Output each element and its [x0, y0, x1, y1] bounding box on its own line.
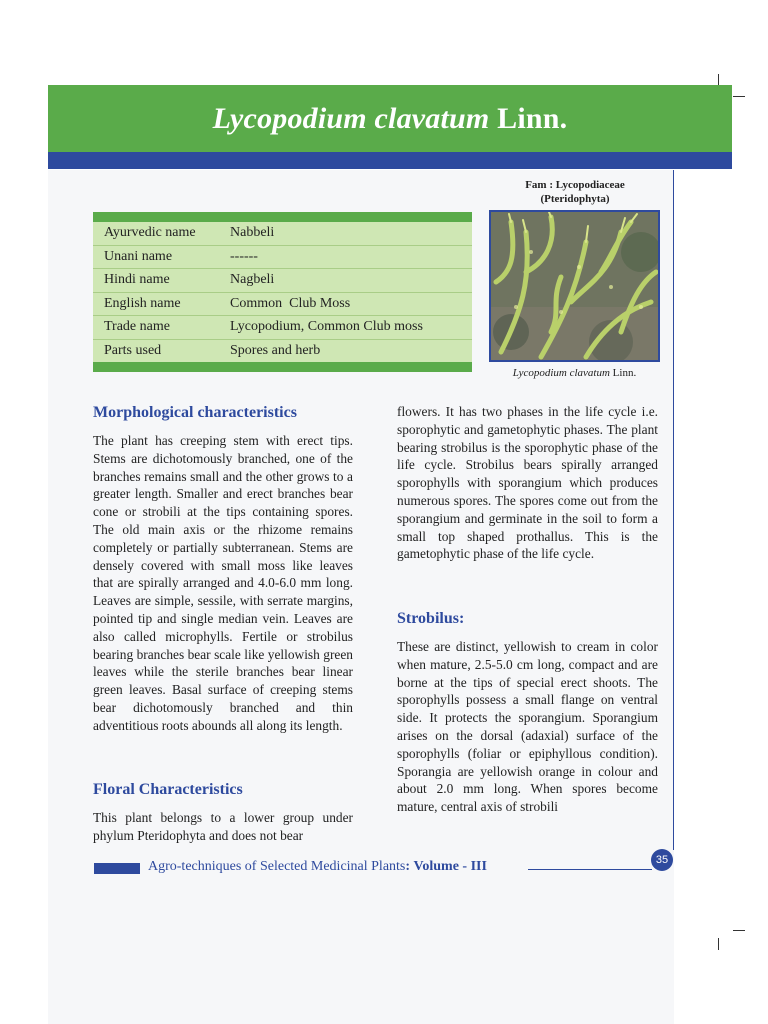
page-title: [213, 102, 568, 136]
table-row: [93, 246, 472, 270]
table-label: Parts used: [104, 342, 162, 358]
table-label: Hindi name: [104, 272, 170, 288]
caption-species: Lycopodium clavatum: [512, 367, 610, 379]
photo-caption: [489, 367, 660, 379]
table-row: [93, 222, 472, 246]
title-author: Linn.: [497, 102, 568, 135]
table-row: [93, 269, 472, 293]
footer-volume: Volume - III: [413, 859, 487, 874]
table-value: Nagbeli: [230, 272, 275, 288]
morphological-text: The plant has creeping stem with erect tips. Stems are dichotomously branched, one of the branches remains small and the other grows to a greater length. Smaller and erect branches bear cone or strobili at the tips containing spores. The old main axis or the rhizome remains completely or partially subterranean. Stems are densely covered with small moss like leaves that are spirally arranged and 4.0-6.0 mm long. Leaves are simple, sessile, with serrate margins, pointed tip and single median vein. Leaves are also called microphylls. Fertile or strobilus bearing branches bear scale like yellowish green leaves while the sterile branches bear linear green leaves. Basal surface of creeping stems bear dichotomously branched and thin adventitious roots abounds all along its length.: [93, 433, 353, 733]
morphological-heading: Morphological characteristics: [93, 404, 297, 421]
floral-heading: Floral Characteristics: [93, 781, 243, 798]
club-moss-image: [491, 212, 658, 360]
table-row: [93, 340, 472, 363]
title-species: Lycopodium clavatum: [212, 102, 490, 135]
table-label: Ayurvedic name: [104, 225, 196, 241]
title-underline-band: [48, 152, 732, 169]
page-number: 35: [651, 849, 673, 871]
table-row: [93, 293, 472, 317]
floral-text-continued: flowers. It has two phases in the life cycle i.e. sporophytic and gametophytic phases. The plant bearing strobilus is the sporophytic phase of the life cycle. Strobilus bears spirally arranged sporophylls with sporangium which produces numerous spores. The spores come out from the sporangium and germinate in the soil to form a small top shaped prothallus. This is the gametophytic phase of the life cycle.: [397, 404, 658, 562]
family-name: Fam : Lycopodiaceae: [525, 179, 625, 191]
footer-bar: [94, 863, 140, 874]
strobilus-heading: Strobilus:: [397, 610, 465, 627]
table-row: [93, 316, 472, 340]
family-label: [490, 178, 660, 206]
table-label: Trade name: [104, 319, 170, 335]
table-label: Unani name: [104, 248, 173, 264]
table-value: ------: [230, 248, 258, 264]
right-margin-rule: [673, 170, 674, 850]
strobilus-text: These are distinct, yellowish to cream in color when mature, 2.5-5.0 cm long, compact and are borne at the tips of special erect shoots. The sporophylls possess a small flange on ventral side. It protects the sporangium. Sporangium arises on the dorsal (adaxial) surface of the sporophylls (foliar or epiphyllous condition). Sporangia are yellowish orange in colour and about 2.0 mm long. When spores become mature, central axis of strobili: [397, 639, 658, 815]
footer-rule: [528, 869, 652, 870]
table-label: English name: [104, 295, 181, 311]
footer-series-title: Agro-techniques of Selected Medicinal Plants: [148, 859, 406, 874]
table-value: Lycopodium, Common Club moss: [230, 319, 423, 335]
crop-mark: [733, 96, 745, 97]
floral-text: This plant belongs to a lower group under phylum Pteridophyta and does not bear: [93, 810, 353, 843]
crop-mark: [718, 938, 719, 950]
footer-separator: :: [405, 859, 411, 874]
title-band: [48, 85, 732, 153]
crop-mark: [733, 930, 745, 931]
table-value: Nabbeli: [230, 225, 275, 241]
footer-series: [148, 859, 487, 875]
caption-author: Linn.: [612, 367, 637, 379]
family-division: (Pteridophyta): [540, 193, 610, 205]
plant-photo: [489, 210, 660, 362]
table-value: Common Club Moss: [230, 295, 351, 311]
table-value: Spores and herb: [230, 342, 321, 358]
names-table: [93, 212, 472, 372]
